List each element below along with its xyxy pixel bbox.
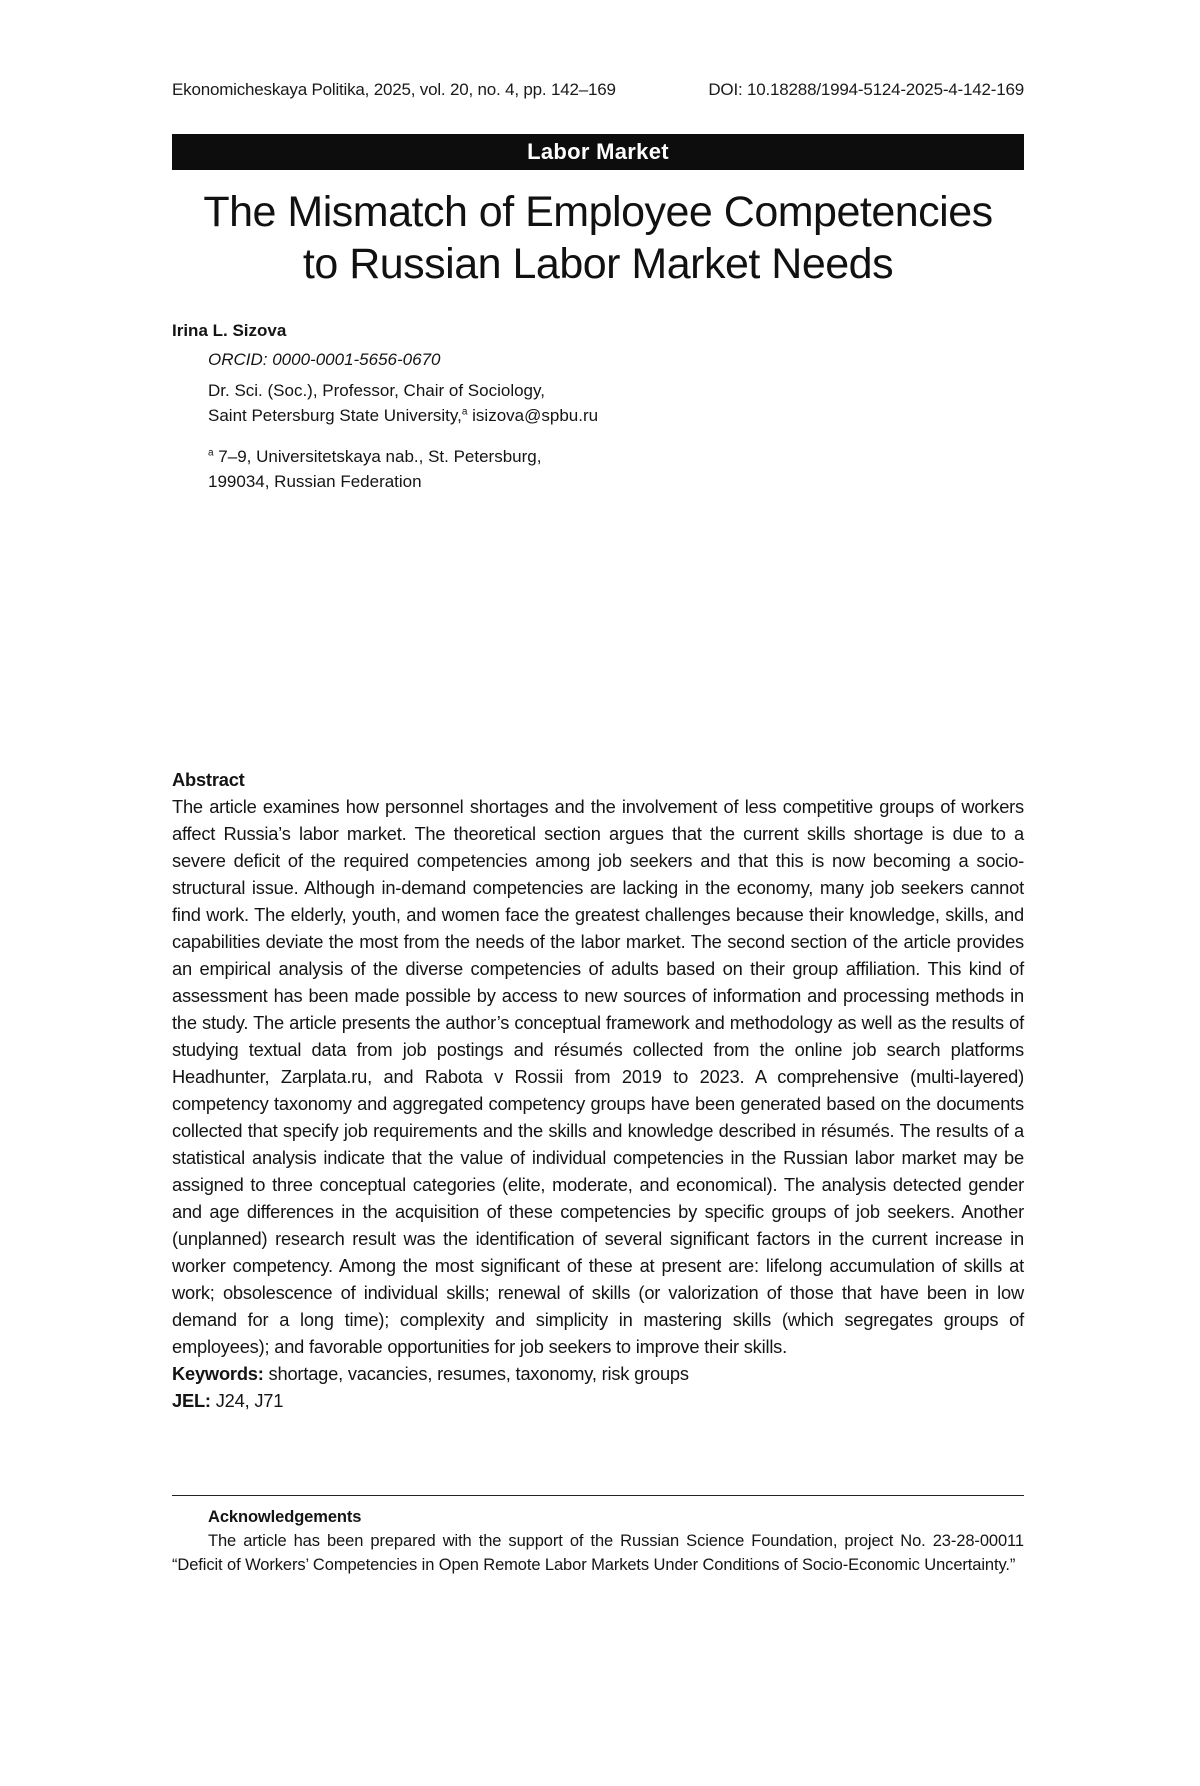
jel-value: J24, J71 bbox=[210, 1390, 284, 1411]
author-address bbox=[172, 444, 1024, 494]
journal-citation: Ekonomicheskaya Politika, 2025, vol. 20, no. 4, pp. 142–169 bbox=[172, 80, 616, 99]
doi: DOI: 10.18288/1994-5124-2025-4-142-169 bbox=[708, 80, 1024, 99]
jel-label: JEL: bbox=[172, 1390, 211, 1411]
article-title bbox=[172, 186, 1024, 290]
keywords bbox=[172, 1360, 1024, 1387]
abstract-heading: Abstract bbox=[172, 769, 245, 790]
abstract-section bbox=[172, 766, 1024, 1414]
affiliation-mark: a bbox=[461, 406, 468, 418]
divider-rule bbox=[172, 1495, 1024, 1496]
address-line-1 bbox=[208, 444, 1024, 469]
acknowledgements-section bbox=[172, 1505, 1024, 1577]
author-name: Irina L. Sizova bbox=[172, 321, 287, 340]
author-position: Dr. Sci. (Soc.), Professor, Chair of Sociology, bbox=[208, 381, 545, 400]
author-block bbox=[172, 318, 1024, 494]
section-heading-bar bbox=[172, 134, 1024, 170]
address-mark: a bbox=[208, 447, 214, 459]
author-email: isizova@spbu.ru bbox=[467, 406, 599, 425]
address-street: 7–9, Universitetskaya nab., St. Petersburg, bbox=[213, 447, 542, 466]
acknowledgements-text: The article has been prepared with the support of the Russian Science Foundation, project No. 23-28-00011 “Deficit of Workers’ Competencies in Open Remote Labor Markets Under Conditions of Socio-Economic Uncertainty.” bbox=[172, 1532, 1024, 1574]
keywords-label: Keywords: bbox=[172, 1363, 264, 1384]
jel-codes bbox=[172, 1387, 1024, 1414]
author-orcid: ORCID: 0000-0001-5656-0670 bbox=[208, 350, 441, 369]
title-line-1: The Mismatch of Employee Competencies bbox=[203, 188, 993, 236]
author-affiliation bbox=[172, 378, 1024, 428]
address-line-2: 199034, Russian Federation bbox=[208, 472, 422, 491]
title-line-2: to Russian Labor Market Needs bbox=[302, 240, 894, 288]
acknowledgements-heading: Acknowledgements bbox=[208, 1508, 362, 1526]
author-university-line bbox=[208, 403, 1024, 428]
running-head bbox=[172, 80, 1024, 100]
abstract-text: The article examines how personnel shortages and the involvement of less competitive groups of workers affect Russia’s labor market. The theoretical section argues that the current skills shortage is due to a severe deficit of the required competencies among job seekers and that this is now becoming a socio-structural issue. Although in-demand competencies are lacking in the economy, many job seekers cannot find work. The elderly, youth, and women face the greatest challenges because their knowledge, skills, and capabilities deviate the most from the needs of the labor market. The second section of the article provides an empirical analysis of the diverse competencies of adults based on their group affiliation. This kind of assessment has been made possible by access to new sources of information and processing methods in the study. The article presents the author’s conceptual framework and methodology as well as the results of studying textual data from job postings and résumés collected from the online job search platforms Headhunter, Zarplata.ru, and Rabota v Rossii from 2019 to 2023. A comprehensive (multi-layered) competency taxonomy and aggregated competency groups have been generated based on the documents collected that specify job requirements and the skills and knowledge described in résumés. The results of a statistical analysis indicate that the value of individual competencies in the Russian labor market may be assigned to three conceptual categories (elite, moderate, and economical). The analysis detected gender and age differences in the acquisition of these competencies by specific groups of job seekers. Another (unplanned) research result was the identification of several significant factors in the current increase in worker competency. Among the most significant of these at present are: lifelong accumulation of skills at work; obsolescence of individual skills; renewal of skills (or valorization of those that have been in low demand for a long time); complexity and simplicity in mastering skills (which segregates groups of employees); and favorable opportunities for job seekers to improve their skills. bbox=[172, 796, 1024, 1357]
section-label: Labor Market bbox=[527, 139, 669, 164]
keywords-value: shortage, vacancies, resumes, taxonomy, risk groups bbox=[263, 1363, 689, 1384]
author-university: Saint Petersburg State University, bbox=[208, 406, 462, 425]
